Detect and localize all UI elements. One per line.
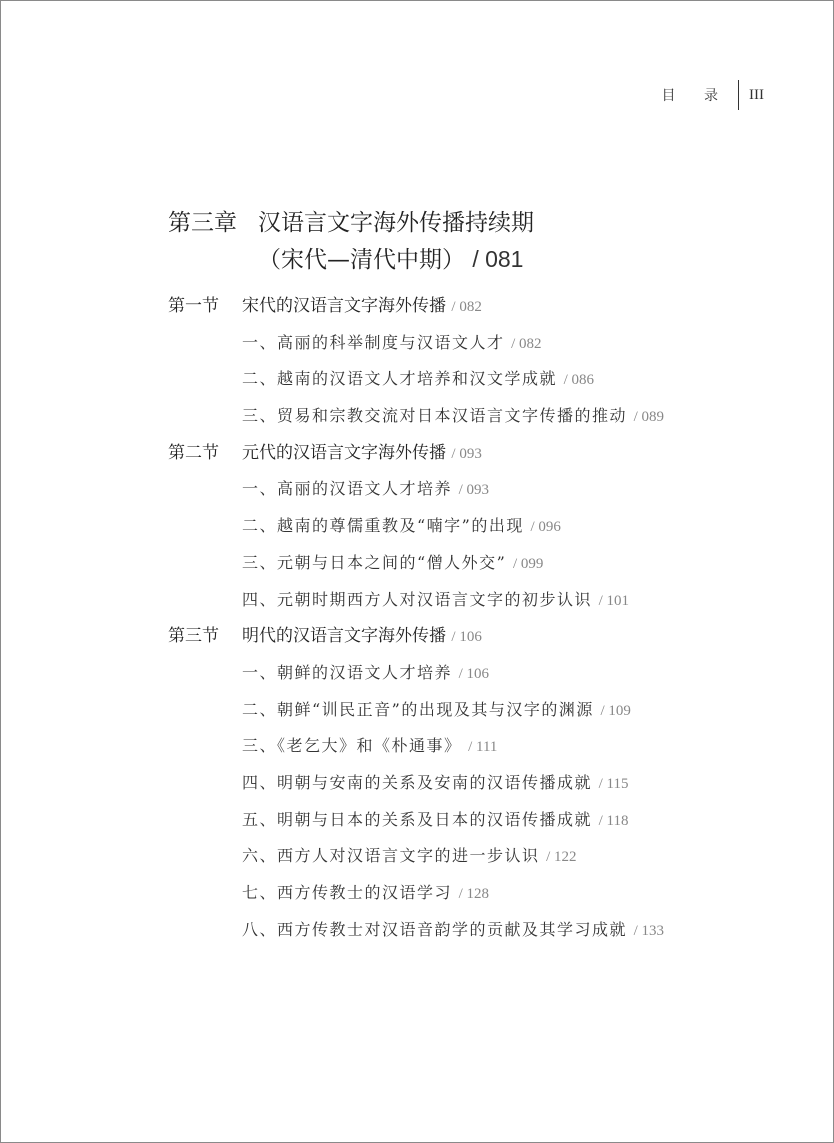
toc-item[interactable] — [168, 765, 788, 802]
section-number: 第三节 — [168, 626, 219, 647]
item-title: 二、越南的汉语文人才培养和汉文学成就 — [242, 369, 558, 389]
toc-item[interactable] — [168, 728, 788, 765]
toc-item[interactable] — [168, 471, 788, 508]
item-title: 四、元朝时期西方人对汉语言文字的初步认识 — [242, 589, 593, 609]
section-title: 明代的汉语言文字海外传播 — [242, 626, 446, 647]
item-title: 一、高丽的汉语文人才培养 — [242, 479, 453, 499]
item-title: 三、《老乞大》和《朴通事》 — [242, 736, 462, 756]
section-title: 元代的汉语言文字海外传播 — [242, 442, 446, 463]
toc-item[interactable] — [168, 361, 788, 398]
item-page: / 111 — [468, 739, 498, 756]
page-numeral: III — [749, 86, 764, 103]
toc-item[interactable] — [168, 912, 788, 949]
running-head — [662, 80, 764, 110]
section-page: / 093 — [451, 445, 482, 462]
toc-item[interactable] — [168, 692, 788, 729]
item-page: / 133 — [633, 922, 665, 939]
chapter-title-line1: 汉语言文字海外传播持续期 — [258, 210, 534, 236]
item-page: / 122 — [546, 849, 577, 866]
toc-item[interactable] — [168, 508, 788, 545]
item-page: / 093 — [458, 482, 490, 499]
item-page: / 106 — [458, 665, 490, 682]
chapter-page: / 081 — [472, 246, 524, 272]
item-title: 二、越南的尊儒重教及“喃字”的出现 — [242, 516, 524, 536]
toc-section[interactable] — [168, 288, 788, 325]
chapter-line-1 — [168, 205, 534, 241]
chapter-line-2 — [168, 241, 534, 278]
item-page: / 096 — [530, 519, 561, 536]
item-page: / 115 — [598, 775, 629, 792]
section-number: 第一节 — [168, 296, 219, 316]
toc-item[interactable] — [168, 545, 788, 582]
item-page: / 118 — [598, 812, 629, 829]
item-page: / 099 — [512, 555, 544, 572]
toc-item[interactable] — [168, 802, 788, 839]
toc-item[interactable] — [168, 655, 788, 692]
item-page: / 109 — [600, 702, 631, 719]
toc-item[interactable] — [168, 875, 788, 912]
item-title: 一、朝鲜的汉语文人才培养 — [242, 662, 453, 682]
toc-section[interactable] — [168, 435, 788, 472]
item-title: 二、朝鲜“训民正音”的出现及其与汉字的渊源 — [242, 699, 594, 719]
item-title: 四、明朝与安南的关系及安南的汉语传播成就 — [242, 772, 593, 792]
toc-item[interactable] — [168, 582, 788, 619]
item-title: 三、元朝与日本之间的“僧人外交” — [242, 552, 507, 572]
item-page: / 082 — [511, 335, 542, 352]
toc-item[interactable] — [168, 838, 788, 875]
item-page: / 086 — [563, 372, 595, 389]
section-number: 第二节 — [168, 442, 219, 463]
chapter-heading — [168, 205, 534, 278]
section-page: / 106 — [451, 629, 482, 646]
running-head-title: 目 录 — [661, 88, 730, 104]
section-title: 宋代的汉语言文字海外传播 — [242, 296, 446, 316]
item-page: / 128 — [458, 886, 490, 902]
toc-item[interactable] — [168, 325, 788, 362]
toc-item[interactable] — [168, 398, 788, 435]
section-page: / 082 — [451, 299, 482, 315]
item-title: 七、西方传教士的汉语学习 — [242, 883, 453, 902]
item-title: 三、贸易和宗教交流对日本汉语言文字传播的推动 — [242, 406, 628, 426]
chapter-title-line2: （宋代—清代中期） — [258, 247, 465, 273]
toc-section[interactable] — [168, 618, 788, 655]
chapter-number: 第三章 — [168, 210, 237, 236]
item-page: / 101 — [598, 592, 630, 609]
item-title: 五、明朝与日本的关系及日本的汉语传播成就 — [242, 809, 593, 829]
item-title: 八、西方传教士对汉语音韵学的贡献及其学习成就 — [242, 919, 628, 939]
item-title: 六、西方人对汉语言文字的进一步认识 — [242, 846, 540, 866]
running-head-divider — [738, 80, 739, 110]
item-title: 一、高丽的科举制度与汉语文人才 — [242, 332, 505, 352]
table-of-contents — [168, 288, 788, 948]
item-page: / 089 — [633, 409, 665, 426]
